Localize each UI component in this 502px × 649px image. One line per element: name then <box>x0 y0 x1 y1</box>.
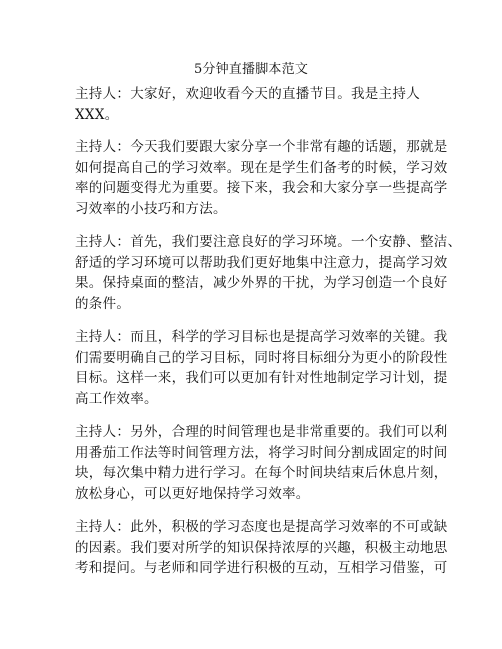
paragraph-line: 考和提问。与老师和同学进行积极的互动，互相学习借鉴，可 <box>75 560 448 576</box>
paragraph-line: 主持人：今天我们要跟大家分享一个非常有趣的话题，那就是 <box>75 139 448 155</box>
paragraph-line: 主持人：而且，科学的学习目标也是提高学习效率的关键。我 <box>75 329 448 345</box>
paragraph-3 <box>75 232 462 314</box>
paragraph-line: 率的问题变得尤为重要。接下来，我会和大家分享一些提高学 <box>75 180 448 196</box>
document-title: 5分钟直播脚本范文 <box>193 62 309 77</box>
paragraph-2 <box>75 137 448 219</box>
paragraph-line: 用番茄工作法等时间管理方法，将学习时间分割成固定的时间 <box>75 444 448 461</box>
paragraph-line: 高工作效率。 <box>75 390 158 407</box>
paragraph-line: 主持人：首先，我们要注意良好的学习环境。一个安静、整洁、 <box>75 234 462 250</box>
paragraph-line: 块，每次集中精力进行学习。在每个时间块结束后休息片刻， <box>75 465 448 481</box>
paragraph-line: 舒适的学习环境可以帮助我们更好地集中注意力，提高学习效 <box>75 254 448 271</box>
paragraph-line: 目标。这样一来，我们可以更加有针对性地制定学习计划，提 <box>75 370 448 386</box>
paragraph-line: 主持人：此外，积极的学习态度也是提高学习效率的不可或缺 <box>75 519 448 535</box>
paragraph-line: 放松身心，可以更好地保持学习效率。 <box>75 485 310 502</box>
paragraph-1 <box>75 84 430 125</box>
paragraph-line: 的条件。 <box>75 295 131 312</box>
paragraph-line: 主持人：大家好，欢迎收看今天的直播节目。我是主持人 <box>75 86 420 102</box>
paragraph-line: 的因素。我们要对所学的知识保持浓厚的兴趣，积极主动地思 <box>75 539 448 556</box>
paragraph-4 <box>75 327 448 409</box>
paragraph-line: XXX。 <box>75 106 119 123</box>
paragraph-line: 们需要明确自己的学习目标，同时将目标细分为更小的阶段性 <box>75 349 448 366</box>
paragraph-line: 主持人：另外，合理的时间管理也是非常重要的。我们可以利 <box>75 424 448 440</box>
paragraph-6 <box>75 517 448 579</box>
paragraph-line: 习效率的小技巧和方法。 <box>75 200 227 217</box>
paragraph-line: 果。保持桌面的整洁，减少外界的干扰，为学习创造一个良好 <box>75 275 448 291</box>
paragraph-line: 如何提高自己的学习效率。现在是学生们备考的时候，学习效 <box>75 159 448 176</box>
paragraph-5 <box>75 422 448 504</box>
